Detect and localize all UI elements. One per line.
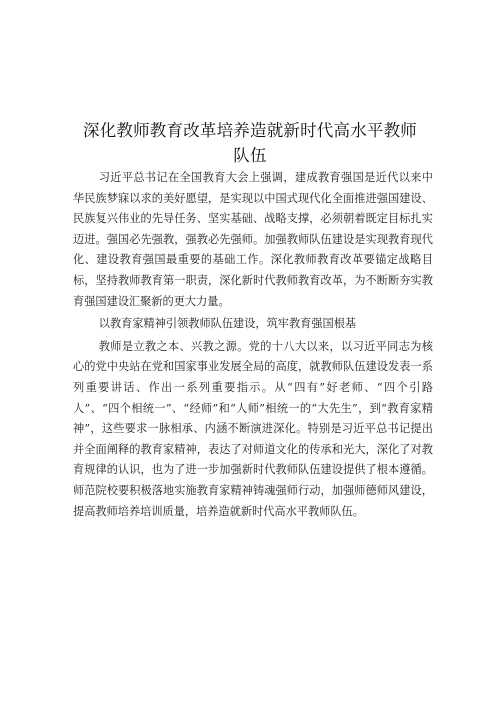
- title-line-1: 深化教师教育改革培养造就新时代高水平教师: [83, 121, 417, 140]
- document-body: [73, 168, 433, 522]
- body-paragraph-2: 教师是立教之本、兴教之源。党的十八大以来，以习近平同志为核心的党中央站在党和国家事业发展全局的高度，就教师队伍建设发表一系列重要讲话、作出一系列重要指示。从“四有”好老师、“四个引路人”、“四个相统一”、“经师”和“人师”相统一的“大先生”，到“教育家精神”，这些要求一脉相承、内涵不断演进深化。特别是习近平总书记提出并全面阐释的教育家精神，表达了对师道文化的传承和光大，深化了对教育规律的认识，也为了进一步加强新时代教师队伍建设提供了根本遵循。师范院校要积极落地实施教育家精神铸魂强师行动，加强师德师风建设，提高教师培养培训质量，培养造就新时代高水平教师队伍。: [73, 339, 433, 518]
- section-heading: 以教育家精神引领教师队伍建设，筑牢教育强国根基: [98, 317, 357, 331]
- title-line-2: 队伍: [233, 146, 267, 165]
- document-title: [60, 118, 440, 168]
- body-paragraph-1: 习近平总书记在全国教育大会上强调，建成教育强国是近代以来中华民族梦寐以求的美好愿望，是实现以中国式现代化全面推进强国建设、民族复兴伟业的先导任务、坚实基础、战略支撑，必须朝着既定目标扎实迈进。强国必先强教，强教必先强师。加强教师队伍建设是实现教育现代化、建设教育强国最重要的基础工作。深化教师教育改革要锚定战略目标，坚持教师教育第一职责，深化新时代教师教育改革，为不断断夯实教育强国建设汇聚新的更大力量。: [73, 171, 433, 308]
